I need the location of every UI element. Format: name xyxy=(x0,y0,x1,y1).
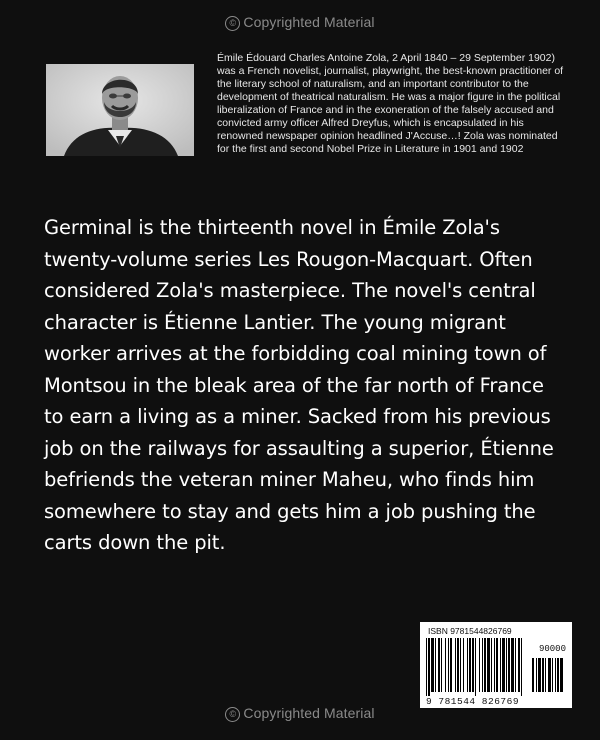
copyright-icon: © xyxy=(225,16,240,31)
price-code: 90000 xyxy=(538,644,566,654)
watermark-top xyxy=(0,14,600,31)
book-description: Germinal is the thirteenth novel in Émile Zola's twenty-volume series Les Rougon-Macquart. Often considered Zola's masterpiece. The novel's central character is Étienne Lantier. The young migrant worker arrives at the forbidding coal mining town of Montsou in the bleak area of the far north of France to earn a living as a miner. Sacked from his previous job on the railways for assaulting a superior, Étienne befriends the veteran miner Maheu, who finds him somewhere to stay and gets him a job pushing the carts down the pit. xyxy=(44,216,554,554)
copyright-icon: © xyxy=(225,707,240,722)
isbn-barcode xyxy=(420,622,572,708)
watermark-bottom xyxy=(0,705,600,722)
watermark-text: Copyrighted Material xyxy=(243,14,375,30)
author-bio: Émile Édouard Charles Antoine Zola, 2 April 1840 – 29 September 1902) was a French novelist, journalist, playwright, the best-known practitioner of the literary school of naturalism, and an important contributor to the development of theatrical naturalism. He was a major figure in the political liberalization of France and in the exoneration of the falsely accused and convicted army officer Alfred Dreyfus, which is encapsulated in his renowned newspaper opinion headlined J'Accuse…! Zola was nominated for the first and second Nobel Prize in Literature in 1901 and 1902 xyxy=(217,52,564,155)
isbn-label: ISBN 9781544826769 xyxy=(428,626,512,636)
author-photo xyxy=(46,64,194,156)
isbn-digits: 9 781544 826769 xyxy=(426,696,520,707)
watermark-text: Copyrighted Material xyxy=(243,705,375,721)
author-portrait xyxy=(46,64,194,156)
